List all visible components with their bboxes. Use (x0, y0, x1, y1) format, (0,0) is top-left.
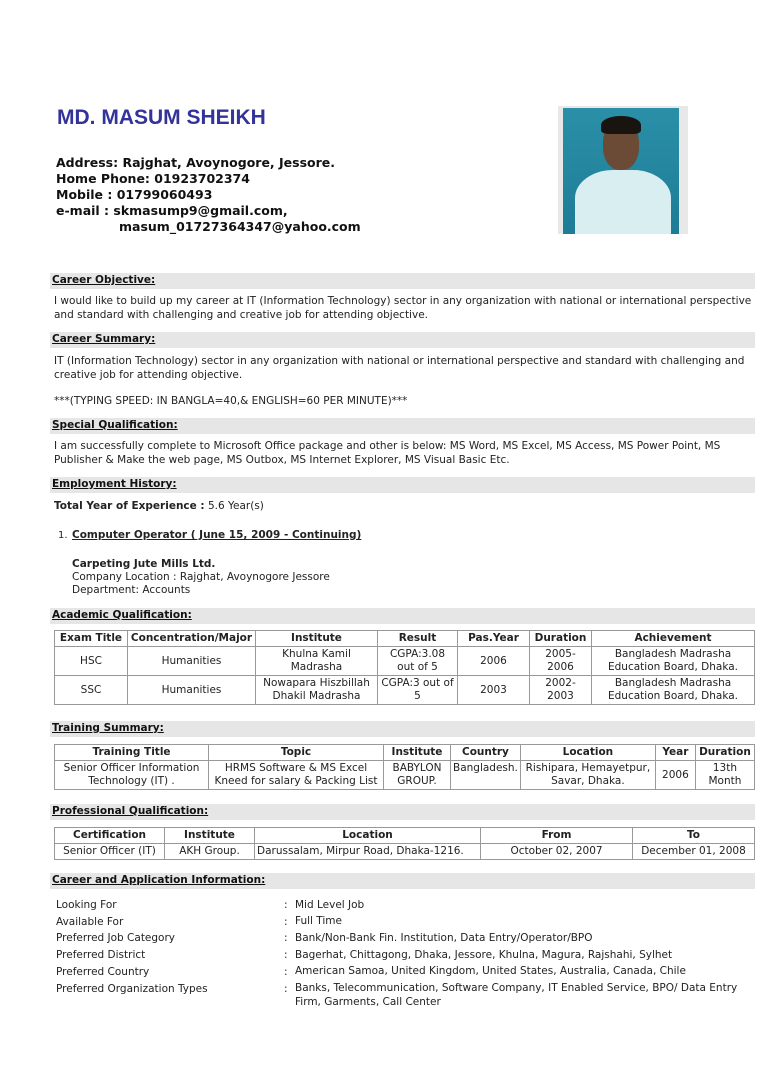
column-header: Country (451, 745, 521, 761)
section-career-application-info (50, 873, 755, 889)
column-header: Institute (165, 828, 255, 844)
item-label: Preferred Organization Types (56, 982, 208, 995)
total-experience-value: 5.6 Year(s) (207, 500, 264, 512)
total-experience-label: Total Year of Experience : (54, 500, 205, 512)
table-cell: Bangladesh. (451, 761, 521, 790)
section-title: Special Qualification: (52, 419, 178, 431)
list-item: Preferred District : Bagerhat, Chittagong, Dhaka, Jessore, Khulna, Magura, Rajshahi, Sylhet (56, 947, 756, 964)
table-cell: 2006 (655, 761, 695, 790)
career-objective-text: I would like to build up my career at IT (Information Technology) sector in any organization with national or international perspective and standard with challenging and creative job for attending objective. (54, 295, 752, 321)
section-special-qualification (50, 418, 755, 434)
table-header-row (55, 631, 755, 647)
training-table (54, 744, 755, 790)
section-title: Employment History: (52, 478, 177, 490)
table-cell: 2002-2003 (530, 676, 592, 705)
candidate-name: MD. MASUM SHEIKH (57, 106, 266, 129)
table-row (55, 647, 755, 676)
table-cell: Darussalam, Mirpur Road, Dhaka-1216. (255, 844, 481, 860)
table-cell: 2003 (458, 676, 530, 705)
table-cell: 2006 (458, 647, 530, 676)
column-header: Training Title (55, 745, 209, 761)
table-cell: CGPA:3.08 out of 5 (378, 647, 458, 676)
table-cell: Humanities (128, 647, 256, 676)
table-cell: AKH Group. (165, 844, 255, 860)
section-career-objective (50, 273, 755, 289)
section-academic-qualification (50, 608, 755, 624)
table-cell: Nowapara Hiszbillah Dhakil Madrasha (256, 676, 378, 705)
section-training-summary (50, 721, 755, 737)
list-item: Preferred Country : American Samoa, United Kingdom, United States, Australia, Canada, Chile (56, 964, 756, 981)
section-employment-history (50, 477, 755, 493)
table-cell: Bangladesh Madrasha Education Board, Dhaka. (592, 676, 755, 705)
column-header: From (481, 828, 633, 844)
item-value: Bagerhat, Chittagong, Dhaka, Jessore, Khulna, Magura, Rajshahi, Sylhet (295, 948, 673, 961)
job-title: Computer Operator ( June 15, 2009 - Continuing) (72, 529, 362, 541)
table-cell: Bangladesh Madrasha Education Board, Dhaka. (592, 647, 755, 676)
department: Department: Accounts (72, 584, 191, 596)
item-value: Banks, Telecommunication, Software Company, IT Enabled Service, BPO/ Data Entry Firm, Garments, Call Center (295, 982, 738, 1008)
item-label: Preferred Country (56, 965, 150, 978)
table-row (55, 844, 755, 860)
item-value: Full Time (295, 915, 342, 928)
column-header: Location (520, 745, 655, 761)
item-value: Mid Level Job (295, 898, 365, 911)
section-career-summary (50, 332, 755, 348)
table-cell: Rishipara, Hemayetpur, Savar, Dhaka. (520, 761, 655, 790)
column-header: Pas.Year (458, 631, 530, 647)
email-primary: e-mail : skmasump9@gmail.com, (56, 203, 288, 218)
table-header-row (55, 745, 755, 761)
column-header: Year (655, 745, 695, 761)
table-cell: BABYLON GROUP. (384, 761, 451, 790)
table-cell: Khulna Kamil Madrasha (256, 647, 378, 676)
list-item: Preferred Organization Types : Banks, Telecommunication, Software Company, IT Enabled Service, BPO/ Data Entry Firm, Garments, Call Center (56, 981, 756, 1010)
table-cell: SSC (55, 676, 128, 705)
column-header: To (633, 828, 755, 844)
section-title: Career Summary: (52, 333, 156, 345)
career-summary-text: IT (Information Technology) sector in any organization with national or international perspective and standard with challenging and creative job for attending objective. (54, 355, 745, 381)
section-title: Career Objective: (52, 274, 156, 286)
address: Address: Rajghat, Avoynogore, Jessore. (56, 155, 336, 170)
special-qualification-text: I am successfully complete to Microsoft Office package and other is below: MS Word, MS Excel, MS Access, MS Power Point, MS Publisher & Make the web page, MS Outbox, MS Internet Explorer, MS Visual Basic Etc. (54, 440, 721, 466)
table-cell: CGPA:3 out of 5 (378, 676, 458, 705)
table-cell: December 01, 2008 (633, 844, 755, 860)
section-title: Training Summary: (52, 722, 164, 734)
item-value: Bank/Non-Bank Fin. Institution, Data Entry/Operator/BPO (295, 931, 593, 944)
item-value: American Samoa, United Kingdom, United States, Australia, Canada, Chile (295, 965, 686, 978)
section-title: Professional Qualification: (52, 805, 209, 817)
table-cell: HRMS Software & MS Excel Kneed for salary & Packing List (209, 761, 384, 790)
profile-photo (558, 106, 688, 234)
job-number: 1. (58, 530, 68, 541)
column-header: Result (378, 631, 458, 647)
email-secondary: masum_01727364347@yahoo.com (119, 219, 361, 234)
company-name: Carpeting Jute Mills Ltd. (72, 558, 216, 570)
mobile: Mobile : 01799060493 (56, 187, 213, 202)
table-cell: HSC (55, 647, 128, 676)
home-phone: Home Phone: 01923702374 (56, 171, 250, 186)
table-cell: Senior Officer Information Technology (IT) . (55, 761, 209, 790)
column-header: Duration (695, 745, 754, 761)
table-row (55, 761, 755, 790)
typing-speed: ***(TYPING SPEED: IN BANGLA=40,& ENGLISH=60 PER MINUTE)*** (54, 395, 408, 407)
table-cell: October 02, 2007 (481, 844, 633, 860)
academic-table (54, 630, 755, 705)
professional-table (54, 827, 755, 860)
table-cell: Humanities (128, 676, 256, 705)
item-label: Looking For (56, 899, 117, 911)
column-header: Certification (55, 828, 165, 844)
section-title: Academic Qualification: (52, 609, 192, 621)
column-header: Duration (530, 631, 592, 647)
item-label: Available For (56, 915, 124, 928)
table-cell: 13th Month (695, 761, 754, 790)
contact-block (56, 155, 361, 235)
list-item: Preferred Job Category : Bank/Non-Bank Fin. Institution, Data Entry/Operator/BPO (56, 930, 756, 947)
table-row (55, 676, 755, 705)
column-header: Location (255, 828, 481, 844)
section-professional-qualification (50, 804, 755, 820)
table-header-row (55, 828, 755, 844)
column-header: Institute (384, 745, 451, 761)
column-header: Institute (256, 631, 378, 647)
section-title: Career and Application Information: (52, 874, 266, 886)
item-label: Preferred District (56, 949, 146, 962)
column-header: Achievement (592, 631, 755, 647)
total-experience (54, 500, 754, 514)
company-location: Company Location : Rajghat, Avoynogore Jessore (72, 571, 330, 583)
list-item: Available For : Full Time (56, 914, 756, 931)
table-cell: 2005-2006 (530, 647, 592, 676)
column-header: Exam Title (55, 631, 128, 647)
career-application-list (56, 897, 756, 1009)
column-header: Concentration/Major (128, 631, 256, 647)
table-cell: Senior Officer (IT) (55, 844, 165, 860)
column-header: Topic (209, 745, 384, 761)
list-item: Looking For : Mid Level Job (56, 897, 756, 914)
item-label: Preferred Job Category (56, 932, 176, 945)
